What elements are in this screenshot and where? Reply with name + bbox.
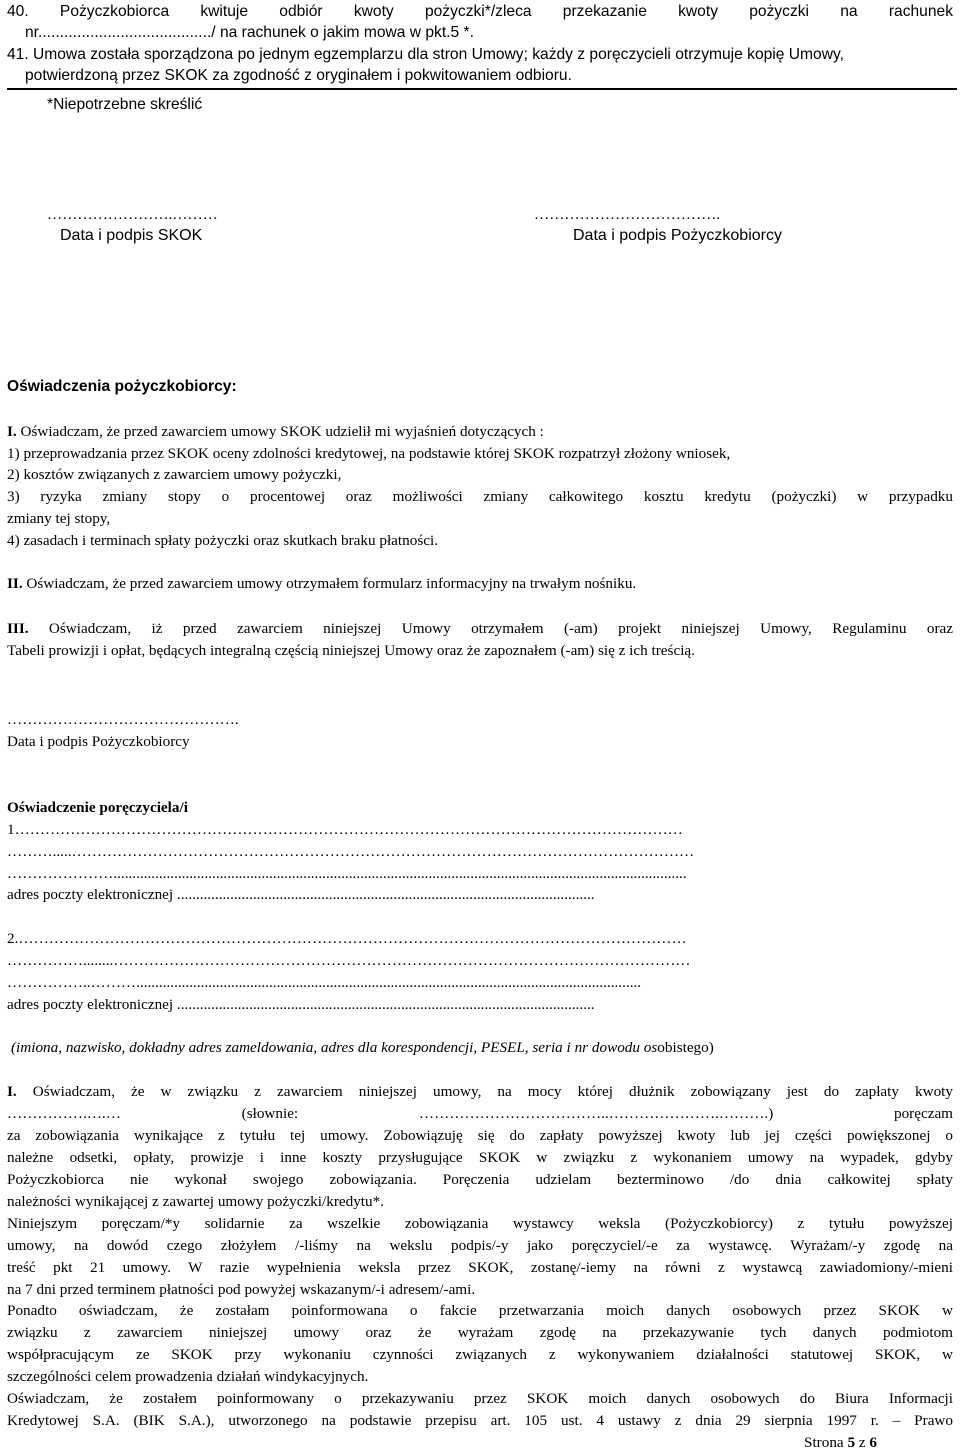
borrower-sign-dots: ………………………………………. — [7, 711, 239, 728]
guarantor-1-line3: …………………....................................................................................................................................................... — [7, 865, 687, 882]
borrower-signature-line: ………………………………. — [534, 206, 721, 223]
item-41-line2: potwierdzoną przez SKOK za zgodność z oryginałem i pokwitowaniem odbioru. — [25, 67, 572, 84]
declaration-point-4: 4) zasadach i terminach spłaty pożyczki oraz skutkach braku płatności. — [7, 532, 438, 549]
guarantor-2-line2: ……………........…………………………………………………………………………………………………… — [7, 952, 691, 969]
guarantor-heading: Oświadczenie poręczyciela/i — [7, 799, 188, 816]
guarantor-decl-mark: I. — [7, 1083, 17, 1100]
declaration-III-line2: Tabeli prowizji i opłat, będących integralną częścią niniejszej Umowy oraz że zapoznałem (-am) się z ich treścią. — [7, 642, 695, 659]
divider-rule — [7, 88, 957, 90]
guarantor-decl-line4: należne odsetki, opłaty, prowizje i inne koszty przysługujące SKOK w związku z wykonaniem umowy na wypadek, gdyby — [7, 1149, 953, 1166]
item-40-line2: nr......................................../ na rachunek o jakim mowa w pkt.5 *. — [25, 24, 474, 41]
guarantor-decl-line11: Ponadto oświadczam, że zostałam poinformowana o fakcie przetwarzania moich danych osobowych przez SKOK w — [7, 1302, 953, 1319]
item-41-line1: 41. Umowa została sporządzona po jednym egzemplarzu dla stron Umowy; każdy z poręczycieli otrzymuje kopię Umowy, — [7, 46, 844, 63]
guarantor-decl-line2: …………….….… (słownie: ………………………………..………………….……….) poręczam — [7, 1105, 953, 1122]
declaration-point-2: 2) kosztów związanych z zawarciem umowy pożyczki, — [7, 466, 342, 483]
declaration-II — [7, 573, 636, 594]
guarantor-decl-line3: za zobowiązania wynikające z tytułu tej umowy. Zobowiązuję się do zapłaty powyższej kwoty lub jej części powiększonej o — [7, 1127, 953, 1144]
page-footer — [804, 1432, 877, 1453]
guarantor-note — [11, 1037, 714, 1058]
guarantor-1-email: adres poczty elektronicznej .............................................................................................................. — [7, 886, 595, 903]
guarantor-decl-line6: należności wynikającej z zawartej umowy pożyczki/kredytu*. — [7, 1193, 385, 1210]
declaration-I — [7, 421, 544, 442]
declaration-I-mark: I. — [7, 423, 17, 440]
guarantor-decl-text1: Oświadczam, że w związku z zawarciem niniejszej umowy, na mocy której dłużnik zobowiązany jest do zapłaty kwoty — [16, 1083, 953, 1100]
page-footer-prefix: Strona — [804, 1434, 848, 1451]
guarantor-decl-line10: na 7 dni przed terminem płatności pod powyżej wskazanym/-i adresem/-ami. — [7, 1281, 476, 1298]
guarantor-2-line3: ……………..………..................................................................................................................................... — [7, 974, 642, 991]
guarantor-decl-line9: treść pkt 21 umowy. W razie wypełnienia weksla przez SKOK, zostanę/-iemy na równi z wystawcą zawiadomiony/-mieni — [7, 1259, 953, 1276]
declaration-II-mark: II. — [7, 575, 23, 592]
declaration-I-text: Oświadczam, że przed zawarciem umowy SKOK udzielił mi wyjaśnień dotyczących : — [16, 423, 544, 440]
guarantor-decl-line1 — [7, 1081, 953, 1102]
guarantor-2-email: adres poczty elektronicznej .............................................................................................................. — [7, 996, 595, 1013]
skok-signature-line: …………………….……… — [47, 206, 218, 223]
declaration-point-1: 1) przeprowadzania przez SKOK oceny zdolności kredytowej, na podstawie której SKOK rozpatrzył złożony wniosek, — [7, 445, 731, 462]
guarantor-2-line1: 2.…………………………………………………………………………………………………………………… — [7, 930, 687, 947]
guarantor-decl-line13: współpracującym ze SKOK przy wykonaniu czynności związanych z wykonywaniem działalności statutowej SKOK, w — [7, 1346, 953, 1363]
declaration-III-line1 — [7, 618, 953, 639]
guarantor-decl-line5: Pożyczkobiorca nie wykonał swojego zobowiązania. Poręczenia udzielam bezterminowo /do dnia całkowitej spłaty — [7, 1171, 953, 1188]
guarantor-1-line1: 1…………………………………………………………………………………………………………………… — [7, 821, 683, 838]
item-40-line1: 40. Pożyczkobiorca kwituje odbiór kwoty pożyczki*/zleca przekazanie kwoty pożyczki na rachunek — [7, 3, 953, 20]
guarantor-decl-line15: Oświadczam, że zostałem poinformowany o przekazywaniu przez SKOK moich danych osobowych do Biura Informacji — [7, 1390, 953, 1407]
page-footer-sep: z — [855, 1434, 870, 1451]
guarantor-1-line2: ……….....…………………………………………………………………………………………………………… — [7, 843, 695, 860]
declaration-point-3b: zmiany tej stopy, — [7, 510, 111, 527]
guarantor-decl-line14: szczególności celem prowadzenia działań windykacyjnych. — [7, 1368, 369, 1385]
guarantor-decl-line8: umowy, na dowód czego złożyłem /-liśmy na wekslu podpis/-y jako poręczyciel/-e za wystawcę. Wyrażam/-y zgodę na — [7, 1237, 953, 1254]
page-total: 6 — [869, 1434, 877, 1451]
borrower-signature-label: Data i podpis Pożyczkobiorcy — [573, 227, 782, 244]
guarantor-note-tail: obistego) — [657, 1039, 714, 1056]
declaration-III-mark: III. — [7, 620, 29, 637]
skok-signature-label: Data i podpis SKOK — [60, 227, 203, 244]
guarantor-note-text: (imiona, nazwisko, dokładny adres zameldowania, adres dla korespondencji, PESEL, seria i nr dowodu os — [11, 1039, 658, 1056]
guarantor-decl-line16: Kredytowej S.A. (BIK S.A.), utworzonego na podstawie przepisu art. 105 ust. 4 ustawy z dnia 29 sierpnia 1997 r. – Prawo — [7, 1412, 953, 1429]
declaration-point-3a: 3) ryzyka zmiany stopy o procentowej oraz możliwości zmiany całkowitego kosztu kredytu (pożyczki) w przypadku — [7, 488, 953, 505]
declarations-heading: Oświadczenia pożyczkobiorcy: — [7, 378, 237, 395]
guarantor-decl-line7: Niniejszym poręczam/*y solidarnie za wszelkie zobowiązania wystawcy weksla (Pożyczkobiorcy) z tytułu powyższej — [7, 1215, 953, 1232]
strike-note: *Niepotrzebne skreślić — [47, 96, 203, 113]
declaration-II-text: Oświadczam, że przed zawarciem umowy otrzymałem formularz informacyjny na trwałym nośniku. — [22, 575, 637, 592]
borrower-sign-label: Data i podpis Pożyczkobiorcy — [7, 733, 190, 750]
guarantor-decl-line12: związku z zawarciem niniejszej umowy oraz że wyrażam zgodę na przekazywanie tych danych podmiotom — [7, 1324, 953, 1341]
declaration-III-text1: Oświadczam, iż przed zawarciem niniejszej Umowy otrzymałem (-am) projekt niniejszej Umowy, Regulaminu oraz — [28, 620, 953, 637]
page-number: 5 — [847, 1434, 856, 1451]
